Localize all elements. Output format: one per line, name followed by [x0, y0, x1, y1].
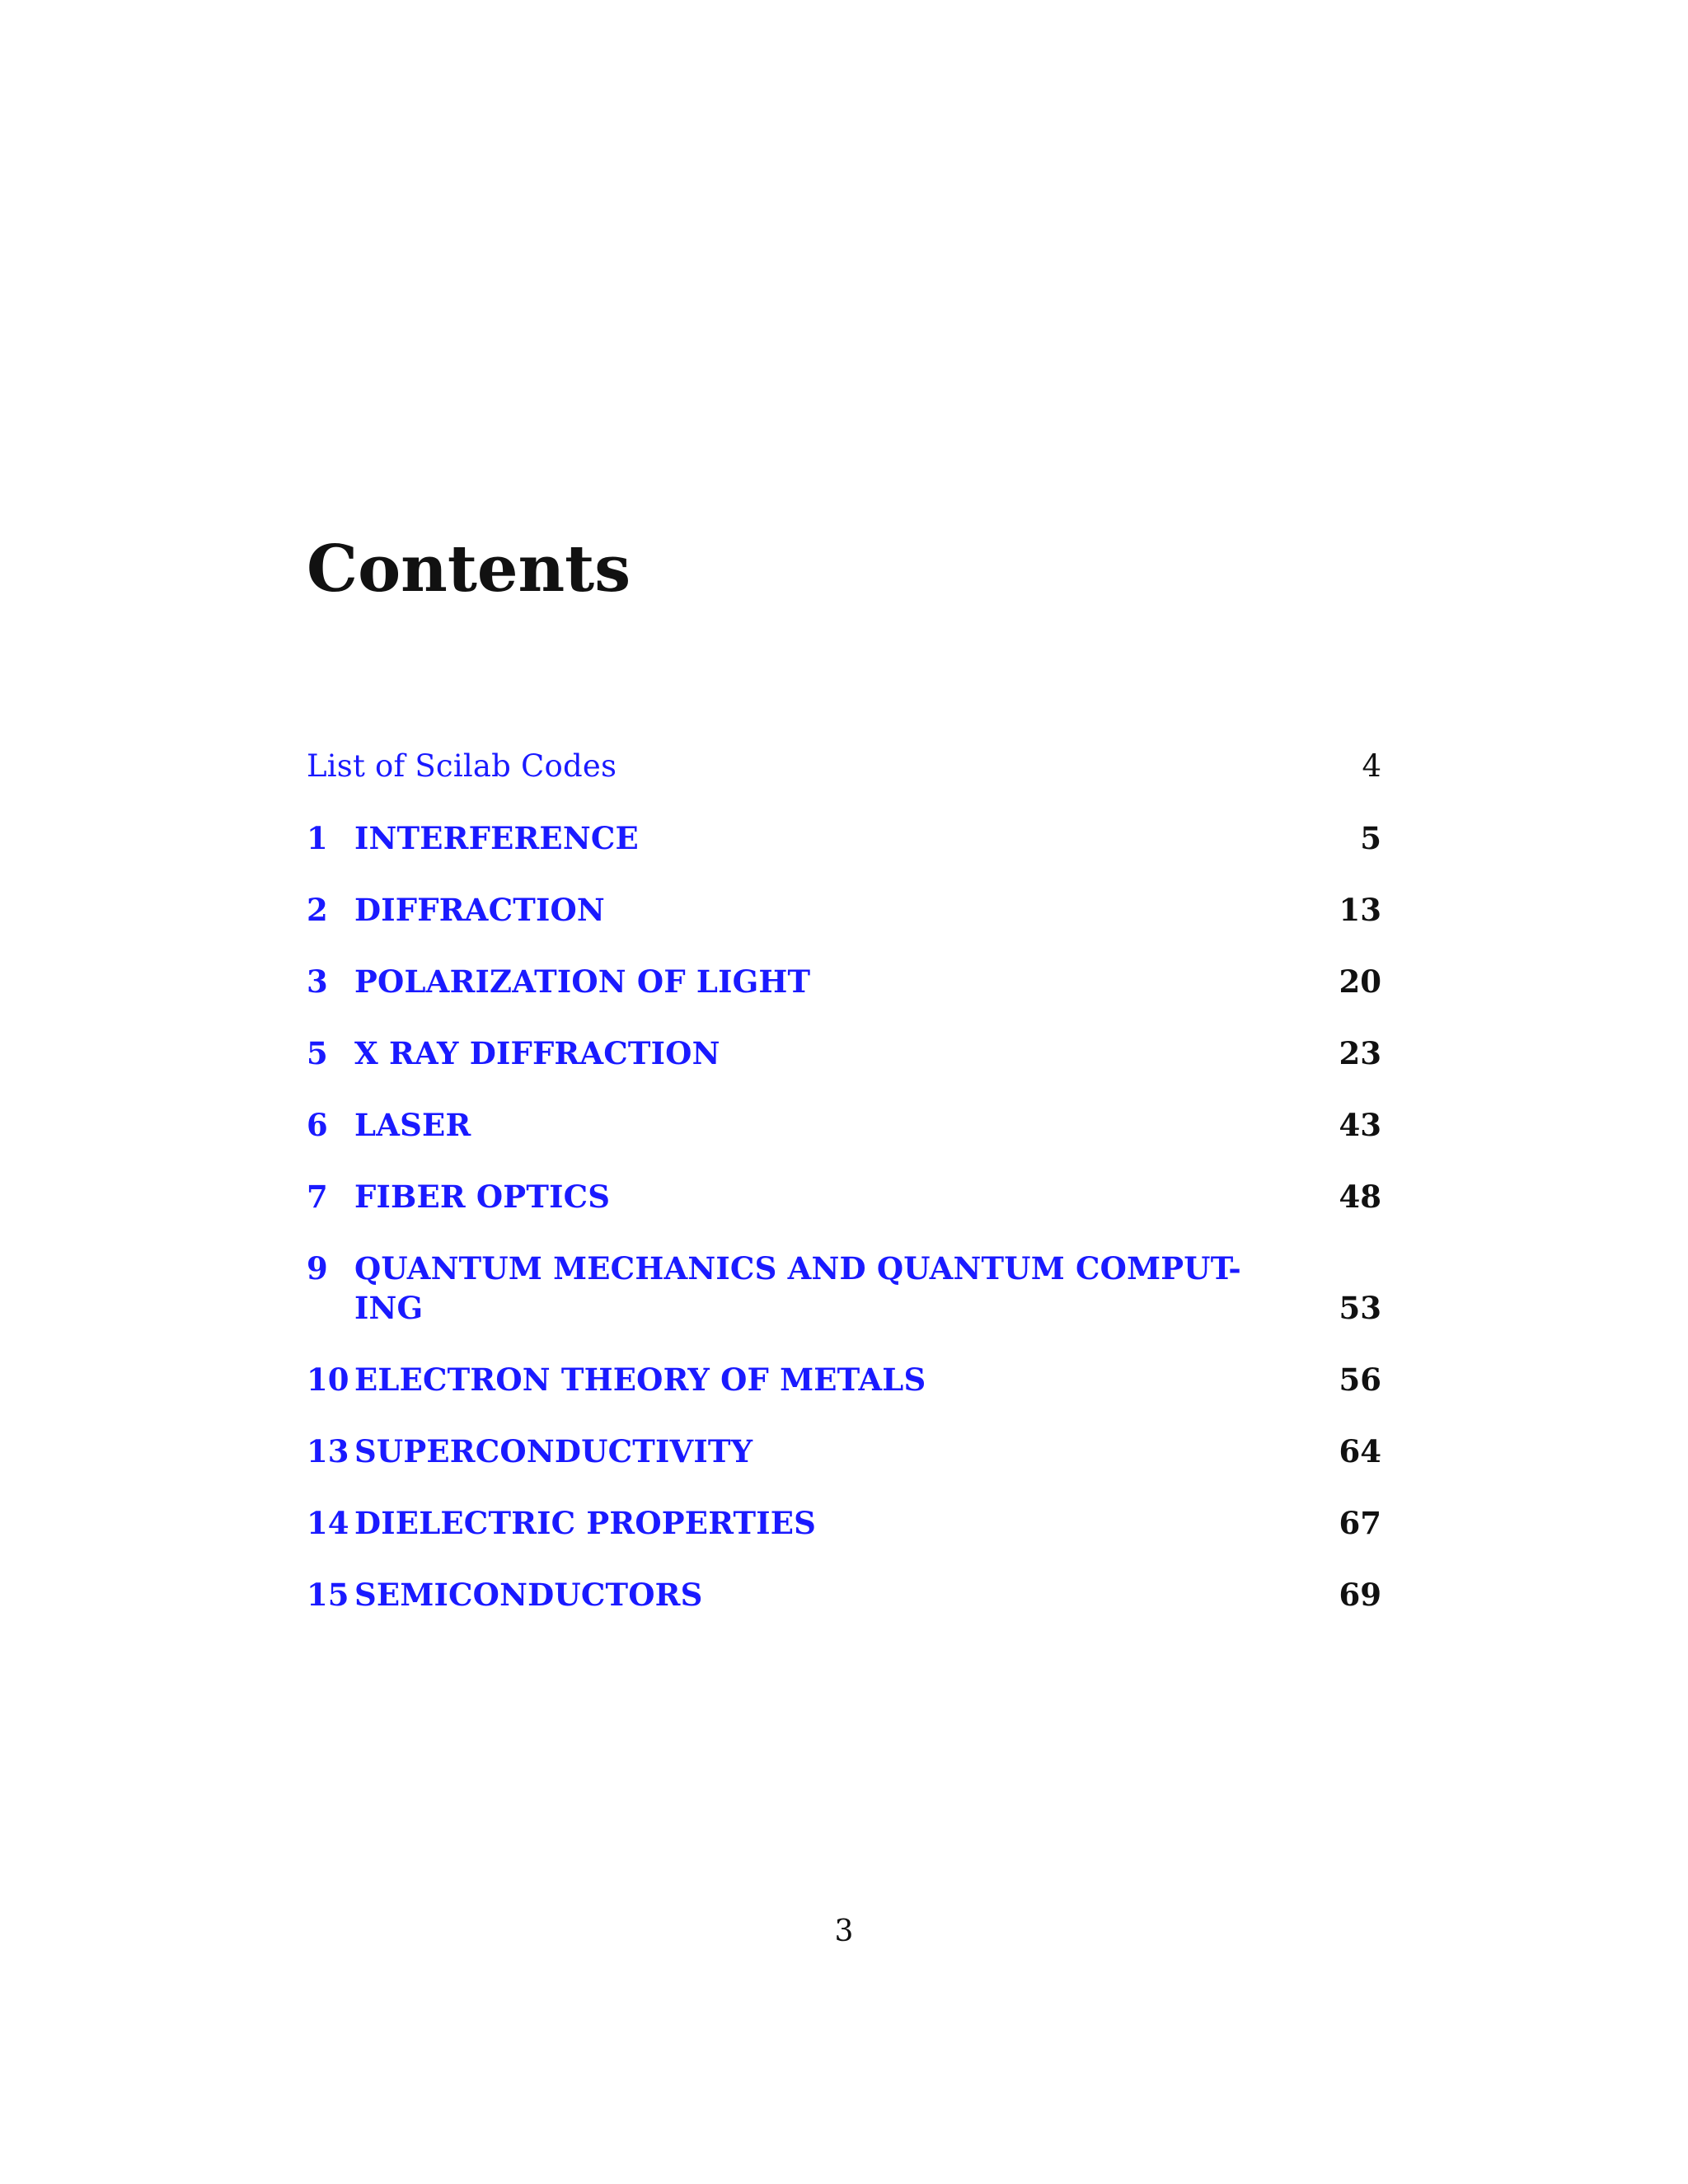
toc-entry-title[interactable] [354, 1249, 1343, 1328]
toc-entry-title[interactable]: POLARIZATION OF LIGHT [354, 963, 811, 1000]
toc-entry-chapter-9[interactable] [307, 1249, 1381, 1328]
toc-entry-title[interactable]: List of Scilab Codes [307, 748, 617, 784]
toc-entry-number[interactable]: 7 [307, 1179, 328, 1215]
page-number-footer: 3 [834, 1915, 854, 1948]
toc-entry-page: 67 [1339, 1505, 1381, 1541]
toc-entry-page: 48 [1339, 1179, 1381, 1215]
toc-entry-title[interactable]: DIELECTRIC PROPERTIES [354, 1505, 817, 1541]
toc-entry-page: 53 [1339, 1290, 1381, 1326]
page-title: Contents [307, 532, 631, 607]
toc-entry-page: 56 [1339, 1361, 1381, 1398]
toc-entry-title[interactable]: SUPERCONDUCTIVITY [354, 1433, 753, 1469]
toc-entry-number[interactable]: 14 [307, 1505, 349, 1541]
toc-entry-number[interactable]: 15 [307, 1577, 349, 1613]
toc-entry-title[interactable]: DIFFRACTION [354, 892, 605, 928]
toc-entry-page: 5 [1360, 820, 1381, 856]
toc-entry-number[interactable]: 3 [307, 963, 328, 1000]
toc-entry-page: 20 [1339, 963, 1381, 1000]
toc-entry-title[interactable]: INTERFERENCE [354, 820, 639, 856]
toc-entry-number[interactable]: 1 [307, 820, 328, 856]
toc-entry-page: 23 [1339, 1035, 1381, 1071]
toc-entry-number[interactable]: 2 [307, 892, 328, 928]
toc-entry-number[interactable]: 5 [307, 1035, 328, 1071]
toc-entry-page: 13 [1339, 892, 1381, 928]
toc-entry-number[interactable]: 10 [307, 1361, 349, 1398]
toc-entry-number[interactable]: 9 [307, 1250, 328, 1286]
toc-entry-number[interactable]: 6 [307, 1107, 328, 1143]
toc-entry-title[interactable]: X RAY DIFFRACTION [354, 1035, 720, 1071]
toc-entry-page: 43 [1339, 1107, 1381, 1143]
toc-entry-page: 64 [1339, 1433, 1381, 1469]
toc-entry-page: 69 [1339, 1577, 1381, 1613]
toc-entry-title[interactable]: LASER [354, 1107, 471, 1143]
toc-entry-page: 4 [1362, 748, 1381, 784]
toc-entry-title-line-1[interactable]: QUANTUM MECHANICS AND QUANTUM COMPUT- [354, 1250, 1241, 1286]
toc-entry-title[interactable]: SEMICONDUCTORS [354, 1577, 703, 1613]
toc-entry-title[interactable]: ELECTRON THEORY OF METALS [354, 1361, 926, 1398]
toc-entry-number[interactable]: 13 [307, 1433, 349, 1469]
toc-entry-title-line-2[interactable]: ING [354, 1290, 424, 1326]
toc-entry-title[interactable]: FIBER OPTICS [354, 1179, 611, 1215]
